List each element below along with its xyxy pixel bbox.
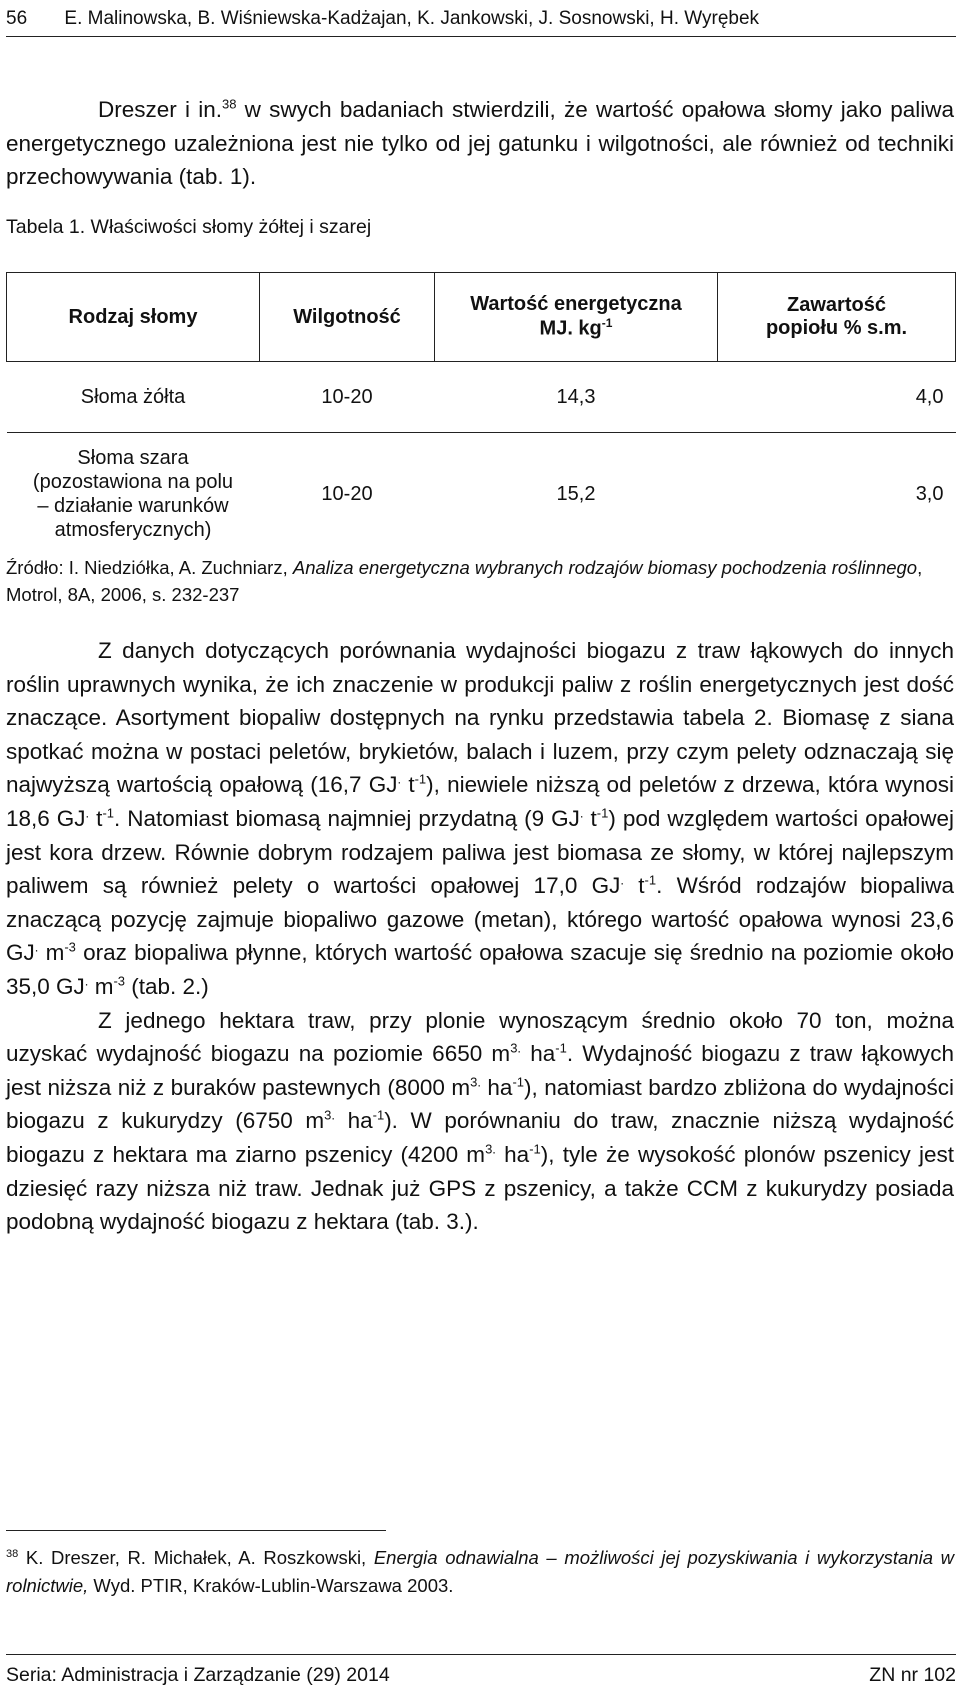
col-header-type: Rodzaj słomy [7,273,260,362]
table-row [7,362,956,433]
header-authors: E. Malinowska, B. Wiśniewska-Kadżajan, K. Jankowski, J. Sosnowski, H. Wyrębek [64,8,760,29]
paragraph-biogas: Z danych dotyczących porównania wydajności biogazu z traw łąkowych do innych roślin uprawnych wynika, że ich znaczenie w produkcji paliw z roślin energetycznych jest dość znaczące. Asortyment biopaliw dostępnych na rynku przedstawia tabela 2. Biomasę z siana spotkać można w postaci peletów, brykietów, balach i luzem, przy czym pelety odznaczają się najwyższą wartością opałową (16,7 GJ. $t^{-1}$), niewiele niższą od peletów z drzewa, która wynosi 18,6 GJ. $t^{-1}$. Natomiast biomasą najmniej przydatną (9 GJ. $t^{-1}$) pod względem wartości opałowej jest kora drzew. Równie dobrym rodzajem paliwa jest biomasa ze słomy, w której najlepszym paliwem są również pelety o wartości opałowej 17,0 GJ. $t^{-1}$. Wśród rodzajów biopaliwa znaczącą pozycję zajmuje biopaliwo gazowe (metan), którego wartość opałowa wynosi 23,6 GJ. $m^{-3}$ oraz biopaliwa płynne, których wartość opałowa szacuje się średnio na poziomie około 35,0 GJ. $m^{-3}$ (tab. 2.) Z jednego hektara traw, przy plonie wynoszącym średnio około 70 ton, można uzyskać wydajność biogazu na poziomie 6650 $m^{3.}$ $ha^{-1}$. Wydajność biogazu z traw łąkowych jest niższa niż z buraków pastewnych (8000 $m^{3.}$ $ha^{-1}$), natomiast bardzo zbliżona do wydajności biogazu z kukurydzy (6750 $m^{3.}$ $ha^{-1}$). W porównaniu do traw, znacznie niższą wydajność biogazu z hektara ma ziarno pszenicy (4200 $m^{3.}$ $ha^{-1}$), tyle że wysokość plonów pszenicy jest dziesięć razy niższa niż traw. Jednak już GPS z pszenicy, a także CCM z kukurydzy posiada podobną wydajność biogazu z hektara (tab. 3.). [6,638,955,1235]
paragraph-intro: Dreszer i in.$^{38}$ w swych badaniach stwierdzili, że wartość opałowa słomy jako paliwa energetycznego uzależniona jest nie tylko od jej gatunku i wilgotności, ale również od techniki przechowywania (tab. 1). [6,96,955,190]
footnote-rule [6,1530,386,1531]
footnote-ref[interactable]: 38 [221,96,237,112]
cell-ash: 3,0 [915,483,944,505]
footer-series: Seria: Administracja i Zarządzanie (29) 2014 [6,1664,390,1686]
cell-moisture: 10-20 [260,362,435,433]
cell-type: Słoma szara (pozostawiona na polu – działanie warunków atmosferycznych) [32,447,234,541]
footer-rule [6,1654,956,1655]
table-caption: Tabela 1. Właściwości słomy żółtej i szarej [6,216,372,238]
running-header [6,8,759,30]
cell-energy: 15,2 [556,483,596,505]
header-rule [6,36,956,37]
footnote: $^{38}$ K. Dreszer, R. Michałek, A. Roszkowski, Energia odnawialna – możliwości jej pozyskiwania i wykorzystania w rolnictwie, Wyd. PTIR, Kraków-Lublin-Warszawa 2003. [6,1547,954,1597]
table-source: Źródło: I. Niedziółka, A. Zuchniarz, Analiza energetyczna wybranych rodzajów biomasy pochodzenia roślinnego, Motrol, 8A, 2006, s. 232-237 [6,557,923,605]
page-footer [6,1664,956,1687]
table-row [7,433,956,556]
cell-type: Słoma żółta [7,362,260,433]
col-header-energy: Wartość energetyczna MJ. $kg^{-1}$ [435,273,718,362]
col-header-ash: Zawartość popiołu % s.m. [718,273,956,362]
straw-properties-table [6,272,956,555]
col-header-moisture: Wilgotność [260,273,435,362]
footer-issue: ZN nr 102 [869,1664,956,1686]
cell-ash: 4,0 [718,362,956,433]
table-header-row [7,273,956,362]
cell-energy: 14,3 [435,362,718,433]
page-number: 56 [6,8,28,29]
cell-moisture: 10-20 [321,483,373,505]
